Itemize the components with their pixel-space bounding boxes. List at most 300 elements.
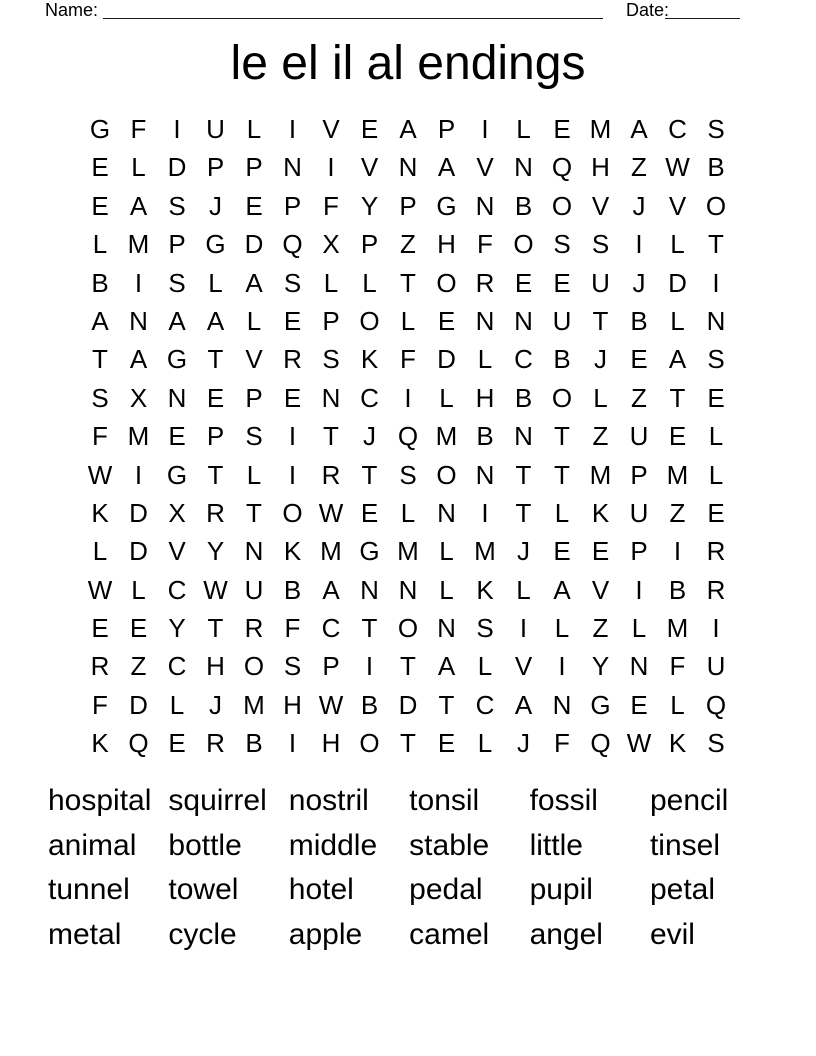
letter-cell: T [246, 497, 262, 528]
word-item: metal [48, 917, 122, 951]
letter-cell: L [208, 267, 223, 298]
letter-cell: S [168, 190, 186, 221]
letter-cell: S [322, 344, 340, 375]
letter-cell: A [129, 344, 148, 375]
letter-cell: L [477, 651, 493, 682]
letter-cell: A [168, 305, 186, 336]
letter-cell: E [553, 267, 571, 298]
letter-cell: Z [592, 613, 609, 644]
letter-cell: I [134, 459, 143, 490]
letter-cell: G [89, 114, 111, 144]
letter-cell: T [438, 689, 455, 720]
puzzle-title: le el il al endings [230, 37, 586, 90]
letter-cell: N [129, 305, 148, 336]
letter-cell: R [244, 613, 264, 644]
letter-cell: C [167, 651, 187, 682]
word-item: middle [288, 828, 378, 862]
letter-cell: M [127, 421, 150, 452]
letter-cell: C [321, 613, 341, 644]
letter-cell: L [400, 305, 416, 336]
letter-cell: B [360, 689, 379, 720]
letter-cell: O [282, 497, 303, 528]
letter-cell: B [476, 421, 494, 452]
letter-cell: L [246, 114, 262, 144]
letter-cell: L [631, 613, 647, 644]
letter-cell: C [514, 344, 533, 375]
letter-cell: O [551, 190, 573, 221]
letter-cell: W [318, 689, 344, 720]
letter-cell: W [626, 728, 652, 759]
letter-cell: K [283, 536, 302, 567]
word-item: tonsil [409, 784, 480, 817]
letter-cell: K [591, 497, 610, 528]
letter-cell: Q [590, 728, 611, 759]
letter-cell: L [439, 574, 454, 605]
letter-cell: J [632, 190, 646, 221]
letter-cell: K [476, 574, 494, 605]
letter-cell: U [629, 497, 649, 528]
letter-cell: L [246, 305, 262, 336]
letter-cell: O [359, 305, 380, 336]
letter-cell: L [708, 421, 724, 452]
letter-cell: J [517, 728, 530, 759]
letter-cell: L [554, 497, 570, 528]
word-item: animal [48, 828, 137, 862]
letter-cell: E [591, 536, 610, 567]
letter-cell: F [400, 344, 416, 375]
letter-cell: L [131, 152, 146, 183]
word-item: pencil [649, 784, 729, 817]
letter-cell: C [475, 689, 495, 720]
letter-cell: L [477, 344, 493, 375]
letter-cell: W [87, 574, 113, 605]
letter-cell: N [706, 305, 726, 336]
letter-cell: D [437, 344, 456, 375]
letter-cell: W [665, 152, 690, 183]
letter-cell: E [283, 305, 302, 336]
letter-cell: E [91, 152, 109, 183]
letter-cell: I [288, 114, 297, 144]
letter-cell: V [476, 152, 494, 183]
letter-cell: O [243, 651, 265, 682]
letter-cell: B [514, 190, 533, 221]
letter-cell: Z [400, 229, 416, 260]
letter-cell: P [206, 152, 225, 183]
letter-cell: H [206, 651, 225, 682]
letter-cell: I [635, 229, 643, 260]
letter-cell: E [91, 190, 109, 221]
letter-cell: O [436, 267, 457, 298]
letter-cell: A [399, 114, 417, 144]
letter-cell: K [91, 728, 109, 759]
letter-cell: D [129, 689, 148, 720]
letter-cell: S [168, 267, 186, 298]
letter-cell: G [359, 536, 380, 567]
letter-cell: Z [631, 152, 647, 183]
word-item: stable [409, 828, 490, 862]
letter-cell: K [91, 497, 109, 528]
letter-cell: L [92, 229, 108, 260]
word-item: tinsel [649, 828, 720, 862]
letter-cell: O [359, 728, 380, 759]
letter-cell: R [475, 267, 495, 298]
letter-cell: Q [551, 152, 573, 183]
letter-cell: I [558, 651, 566, 682]
letter-cell: T [400, 728, 416, 759]
letter-cell: Z [631, 382, 647, 413]
letter-cell: G [436, 190, 457, 221]
letter-cell: B [553, 344, 571, 375]
letter-cell: A [437, 152, 456, 183]
letter-cell: R [90, 651, 110, 682]
letter-cell: N [321, 382, 341, 413]
word-item: nostril [288, 784, 369, 817]
letter-cell: P [245, 382, 263, 413]
letter-cell: T [400, 651, 416, 682]
word-item: little [529, 828, 583, 862]
letter-cell: Q [128, 728, 149, 759]
letter-cell: B [91, 267, 109, 298]
letter-cell: O [513, 229, 534, 260]
letter-cell: Y [360, 190, 379, 221]
letter-cell: T [92, 344, 108, 375]
letter-cell: T [554, 421, 570, 452]
letter-cell: T [554, 459, 570, 490]
letter-cell: D [244, 229, 264, 260]
letter-cell: D [129, 497, 148, 528]
letter-cell: I [288, 421, 297, 452]
letter-cell: I [712, 613, 720, 644]
letter-cell: L [670, 229, 685, 260]
letter-cell: T [515, 459, 532, 490]
letter-cell: C [360, 382, 379, 413]
word-item: pupil [529, 873, 593, 906]
word-item: angel [529, 917, 603, 951]
letter-cell: N [514, 305, 533, 336]
letter-cell: J [209, 190, 222, 221]
letter-cell: Z [669, 497, 686, 528]
letter-cell: J [209, 689, 222, 720]
letter-cell: I [365, 651, 374, 682]
letter-cell: H [437, 229, 456, 260]
word-item: towel [168, 873, 239, 906]
letter-cell: X [168, 497, 186, 528]
letter-cell: T [669, 382, 686, 413]
letter-cell: I [635, 574, 643, 605]
letter-cell: H [591, 152, 610, 183]
letter-cell: N [552, 689, 572, 720]
name-label: Name: [45, 0, 99, 20]
letter-cell: L [593, 382, 608, 413]
letter-cell: T [400, 267, 416, 298]
word-item: apple [288, 917, 363, 951]
letter-cell: H [475, 382, 495, 413]
letter-cell: L [708, 459, 724, 490]
letter-cell: V [360, 152, 379, 183]
letter-cell: T [708, 229, 724, 260]
letter-cell: F [92, 421, 108, 452]
letter-cell: E [707, 497, 725, 528]
letter-cell: J [517, 536, 530, 567]
letter-cell: R [206, 728, 225, 759]
letter-cell: T [361, 459, 378, 490]
letter-cell: P [322, 651, 340, 682]
letter-cell: S [476, 613, 494, 644]
letter-cell: E [91, 613, 109, 644]
letter-cell: M [127, 229, 150, 260]
letter-cell: F [669, 651, 686, 682]
letter-cell: U [244, 574, 264, 605]
letter-cell: S [591, 229, 610, 260]
letter-cell: E [360, 497, 379, 528]
letter-cell: J [594, 344, 607, 375]
letter-cell: P [630, 536, 648, 567]
letter-cell: F [130, 114, 147, 144]
letter-cell: D [167, 152, 187, 183]
letter-cell: X [322, 229, 340, 260]
letter-cell: A [514, 689, 533, 720]
letter-cell: I [327, 152, 335, 183]
letter-cell: L [516, 114, 531, 144]
letter-cell: K [668, 728, 687, 759]
letter-cell: M [243, 689, 265, 720]
letter-cell: U [591, 267, 610, 298]
letter-cell: I [481, 114, 489, 144]
letter-cell: I [288, 459, 297, 490]
letter-cell: Y [168, 613, 186, 644]
letter-cell: R [206, 497, 225, 528]
letter-cell: R [706, 536, 726, 567]
letter-cell: X [129, 382, 148, 413]
letter-cell: M [320, 536, 342, 567]
letter-cell: C [668, 114, 687, 144]
letter-cell: O [436, 459, 457, 490]
letter-cell: M [397, 536, 419, 567]
letter-cell: W [87, 459, 113, 490]
letter-cell: G [205, 229, 226, 260]
word-item: hotel [288, 873, 354, 906]
letter-cell: L [516, 574, 531, 605]
letter-cell: A [245, 267, 263, 298]
letter-cell: S [245, 421, 263, 452]
letter-cell: O [397, 613, 419, 644]
letter-cell: T [592, 305, 609, 336]
letter-cell: L [554, 613, 570, 644]
letter-cell: O [551, 382, 573, 413]
letter-cell: L [439, 382, 454, 413]
letter-cell: V [245, 344, 263, 375]
letter-cell: V [322, 114, 340, 144]
letter-cell: F [477, 229, 493, 260]
letter-cell: T [207, 344, 224, 375]
letter-cell: B [514, 382, 533, 413]
letter-cell: V [168, 536, 186, 567]
date-label: Date: [626, 0, 670, 20]
letter-cell: O [705, 190, 727, 221]
letter-cell: M [589, 459, 612, 490]
letter-cell: Q [397, 421, 419, 452]
letter-cell: S [707, 114, 725, 144]
letter-cell: U [552, 305, 572, 336]
letter-cell: T [207, 613, 224, 644]
word-item: tunnel [48, 873, 130, 906]
letter-cell: N [167, 382, 187, 413]
letter-cell: A [630, 114, 648, 144]
letter-cell: Z [592, 421, 609, 452]
letter-cell: P [360, 229, 379, 260]
letter-cell: I [712, 267, 720, 298]
letter-cell: E [283, 382, 302, 413]
letter-cell: B [283, 574, 302, 605]
letter-cell: Q [705, 689, 727, 720]
letter-cell: L [92, 536, 108, 567]
letter-cell: M [589, 114, 612, 144]
letter-cell: E [630, 344, 648, 375]
letter-cell: J [632, 267, 646, 298]
letter-cell: L [246, 459, 262, 490]
letter-cell: N [475, 190, 495, 221]
letter-cell: N [398, 574, 418, 605]
letter-cell: J [363, 421, 376, 452]
letter-cell: N [283, 152, 302, 183]
letter-cell: T [361, 613, 378, 644]
word-item: petal [649, 873, 716, 906]
letter-cell: H [321, 728, 341, 759]
letter-cell: A [206, 305, 225, 336]
letter-cell: I [404, 382, 412, 413]
letter-cell: V [514, 651, 533, 682]
letter-cell: A [668, 344, 687, 375]
letter-cell: E [668, 421, 687, 452]
letter-cell: G [590, 689, 611, 720]
letter-cell: S [553, 229, 571, 260]
letter-cell: L [670, 305, 685, 336]
letter-cell: P [437, 114, 456, 144]
letter-cell: E [360, 114, 379, 144]
letter-cell: T [207, 459, 224, 490]
letter-cell: G [166, 344, 188, 375]
letter-cell: W [318, 497, 344, 528]
letter-cell: B [707, 152, 725, 183]
word-list [48, 779, 770, 957]
letter-cell: P [322, 305, 340, 336]
letter-cell: A [553, 574, 571, 605]
word-item: cycle [168, 917, 237, 951]
letter-cell: M [666, 459, 689, 490]
letter-cell: E [245, 190, 263, 221]
letter-cell: Z [130, 651, 147, 682]
letter-cell: V [591, 574, 610, 605]
letter-cell: E [168, 728, 186, 759]
word-item: camel [409, 917, 490, 951]
letter-grid [81, 110, 736, 763]
letter-cell: U [206, 114, 225, 144]
letter-cell: N [475, 459, 495, 490]
letter-cell: E [129, 613, 148, 644]
letter-cell: F [323, 190, 339, 221]
letter-cell: Y [206, 536, 225, 567]
letter-cell: U [629, 421, 649, 452]
letter-cell: N [398, 152, 418, 183]
letter-cell: B [245, 728, 263, 759]
letter-cell: N [437, 497, 456, 528]
letter-cell: L [400, 497, 416, 528]
letter-cell: P [245, 152, 263, 183]
word-item: squirrel [168, 784, 267, 817]
letter-cell: W [203, 574, 228, 605]
letter-cell: N [360, 574, 379, 605]
word-item: hospital [48, 784, 152, 817]
letter-cell: L [131, 574, 146, 605]
letter-cell: R [706, 574, 726, 605]
letter-cell: E [206, 382, 225, 413]
letter-cell: L [323, 267, 339, 298]
letter-cell: E [630, 689, 648, 720]
letter-cell: E [707, 382, 725, 413]
letter-cell: I [134, 267, 143, 298]
letter-cell: D [668, 267, 687, 298]
letter-cell: R [283, 344, 302, 375]
letter-cell: S [283, 267, 302, 298]
letter-cell: F [554, 728, 570, 759]
letter-cell: R [321, 459, 341, 490]
letter-cell: U [706, 651, 726, 682]
letter-cell: L [670, 689, 685, 720]
word-item: bottle [168, 828, 242, 862]
letter-cell: F [284, 613, 301, 644]
letter-cell: E [168, 421, 186, 452]
letter-cell: S [707, 728, 725, 759]
letter-cell: N [475, 305, 495, 336]
letter-cell: D [129, 536, 148, 567]
letter-cell: N [629, 651, 649, 682]
letter-cell: A [437, 651, 456, 682]
letter-cell: D [398, 689, 418, 720]
letter-cell: F [92, 689, 108, 720]
letter-cell: M [474, 536, 496, 567]
date-fill-line [665, 0, 740, 19]
letter-cell: I [173, 114, 181, 144]
letter-cell: A [129, 190, 148, 221]
letter-cell: N [244, 536, 264, 567]
letter-cell: T [323, 421, 339, 452]
letter-cell: P [168, 229, 186, 260]
letter-cell: P [283, 190, 302, 221]
letter-cell: T [515, 497, 532, 528]
letter-cell: E [437, 305, 456, 336]
letter-cell: I [288, 728, 297, 759]
word-item: evil [649, 917, 695, 951]
letter-cell: S [91, 382, 109, 413]
letter-cell: G [166, 459, 188, 490]
letter-cell: B [630, 305, 648, 336]
letter-cell: L [439, 536, 454, 567]
letter-cell: P [206, 421, 225, 452]
word-item: pedal [409, 873, 483, 906]
letter-cell: P [630, 459, 648, 490]
letter-cell: M [435, 421, 458, 452]
name-fill-line [103, 0, 603, 19]
letter-cell: E [437, 728, 456, 759]
letter-cell: B [668, 574, 687, 605]
letter-cell: S [707, 344, 725, 375]
letter-cell: E [553, 114, 571, 144]
letter-cell: E [553, 536, 571, 567]
letter-cell: S [399, 459, 417, 490]
letter-cell: N [514, 421, 533, 452]
letter-cell: H [283, 689, 302, 720]
letter-cell: I [673, 536, 682, 567]
